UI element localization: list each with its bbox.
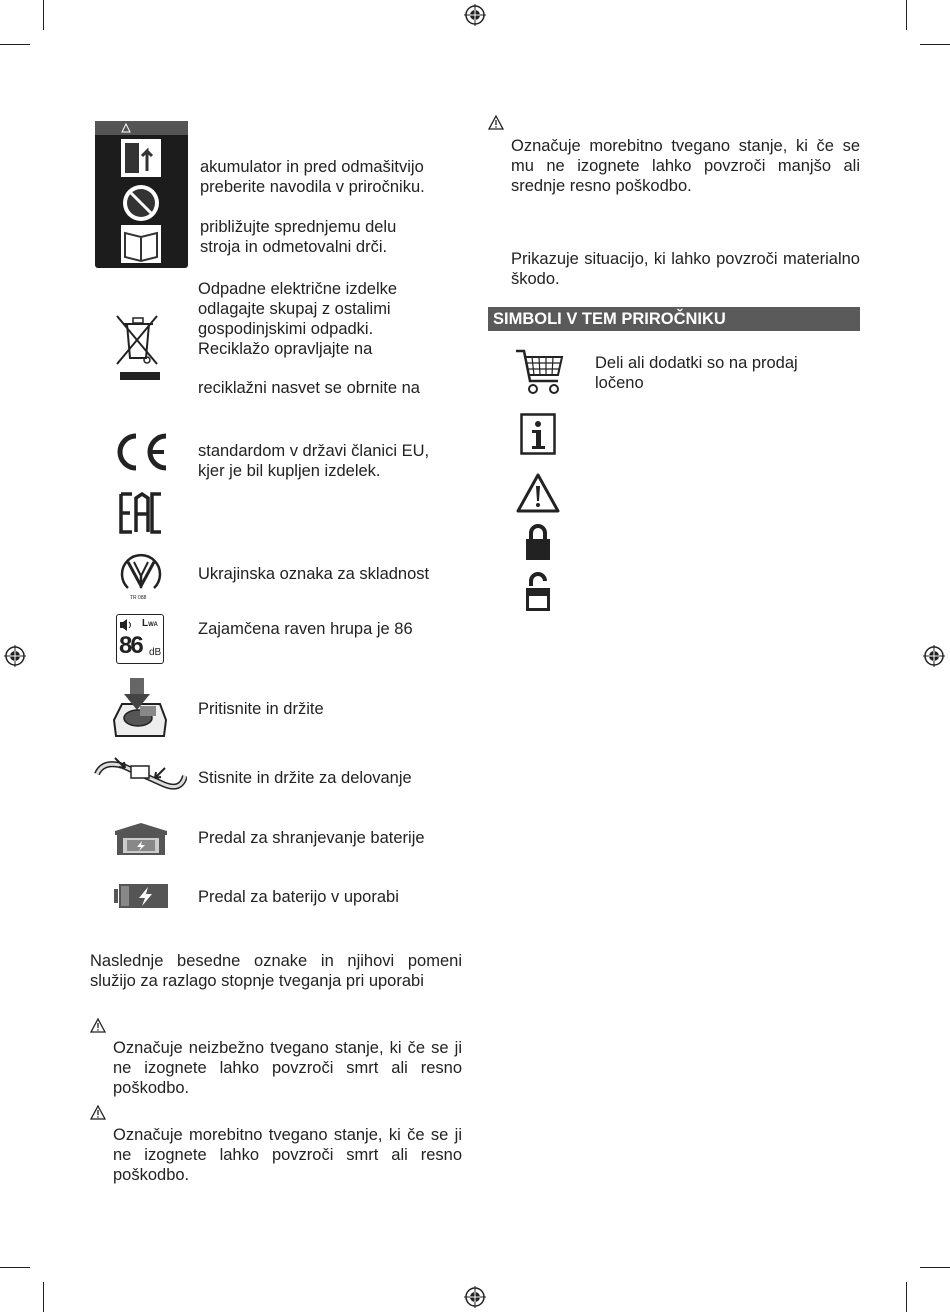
crop-mark	[906, 0, 907, 30]
warning-triangle-icon	[488, 115, 504, 130]
ukrainian-mark-text: Ukrajinska oznaka za skladnost	[198, 565, 430, 583]
text-line: približujte sprednjemu delu	[200, 218, 397, 236]
warning-text: Označuje morebitno tvegano stanje, ki če se ji ne izognete lahko povzroči smrt ali resno poškodbo.	[113, 1126, 462, 1184]
crop-mark	[0, 1267, 30, 1268]
text-line: kjer je bil kupljen izdelek.	[198, 462, 381, 480]
text-line: reciklažni nasvet se obrnite na	[198, 379, 420, 397]
crop-mark	[43, 0, 44, 30]
registration-mark-icon	[464, 1286, 486, 1308]
eac-mark-icon	[118, 492, 163, 534]
lwa-letter: L	[142, 618, 149, 629]
lwa-label	[142, 618, 158, 629]
section-heading: SIMBOLI V TEM PRIROČNIKU	[488, 307, 860, 331]
ukrainian-mark-icon	[118, 548, 164, 604]
squeeze-handle-text: Stisnite in držite za delovanje	[198, 769, 412, 787]
text-line: Odpadne električne izdelke	[198, 280, 398, 298]
cart-icon	[514, 347, 564, 397]
text-line: gospodinjskimi odpadki.	[198, 320, 374, 338]
crop-mark	[920, 1267, 950, 1268]
ce-text	[198, 441, 462, 481]
text-line: Reciklažo opravljajte na	[198, 340, 373, 358]
lwa-subscript: WA	[148, 622, 158, 628]
label-panel-text	[200, 157, 462, 257]
warning-triangle-icon	[90, 1105, 106, 1120]
weee-text	[198, 279, 462, 398]
warning-icon	[515, 472, 561, 514]
ce-mark-icon	[112, 432, 170, 472]
press-hold-icon	[110, 676, 168, 740]
battery-in-use-icon	[114, 884, 168, 908]
noise-level-icon	[116, 614, 164, 664]
speaker-icon	[120, 619, 130, 629]
squeeze-handle-icon	[93, 754, 187, 802]
text-line	[198, 359, 462, 378]
crop-mark	[906, 1282, 907, 1312]
crop-mark	[43, 1282, 44, 1312]
warning-triangle-icon	[90, 1018, 106, 1033]
weee-bin-icon	[113, 312, 163, 382]
crop-mark	[0, 44, 30, 45]
unlock-icon	[525, 572, 551, 612]
text-line: preberite navodila v priročniku.	[200, 178, 425, 196]
cart-text: Deli ali dodatki so na prodaj ločeno	[595, 354, 798, 392]
text-line: stroja in odmetovalni drči.	[200, 238, 388, 256]
ukrainian-mark-caption: TR 088	[130, 595, 147, 601]
text-line: akumulator in pred odmašitvijo	[200, 158, 424, 176]
press-hold-text: Pritisnite in držite	[198, 700, 324, 718]
battery-in-use-text: Predal za baterijo v uporabi	[198, 888, 399, 906]
caution-text: Označuje morebitno tvegano stanje, ki če se mu ne izognete lahko povzroči manjšo ali srednje resno poškodbo.	[511, 137, 860, 195]
noise-unit: dB	[149, 647, 162, 658]
registration-mark-icon	[4, 645, 26, 667]
danger-text: Označuje neizbežno tvegano stanje, ki če se ji ne izognete lahko povzroči smrt ali resno poškodbo.	[113, 1039, 462, 1097]
battery-storage-icon	[113, 821, 169, 855]
crop-mark	[920, 44, 950, 45]
registration-mark-icon	[923, 645, 945, 667]
text-line: standardom v državi članici EU,	[198, 442, 430, 460]
lock-icon	[525, 523, 551, 561]
label-panel-icon	[95, 121, 188, 268]
text-line: odlagajte skupaj z ostalimi	[198, 300, 391, 318]
text-line	[200, 197, 462, 217]
signal-words-intro: Naslednje besedne oznake in njihovi pomeni služijo za razlago stopnje tveganja pri uporabi	[90, 952, 462, 990]
registration-mark-icon	[464, 4, 486, 26]
noise-value: 86	[119, 632, 142, 659]
battery-storage-text: Predal za shranjevanje baterije	[198, 829, 425, 847]
noise-text: Zajamčena raven hrupa je 86	[198, 620, 413, 638]
info-icon	[520, 413, 556, 455]
notice-text: Prikazuje situacijo, ki lahko povzroči materialno škodo.	[511, 250, 860, 288]
